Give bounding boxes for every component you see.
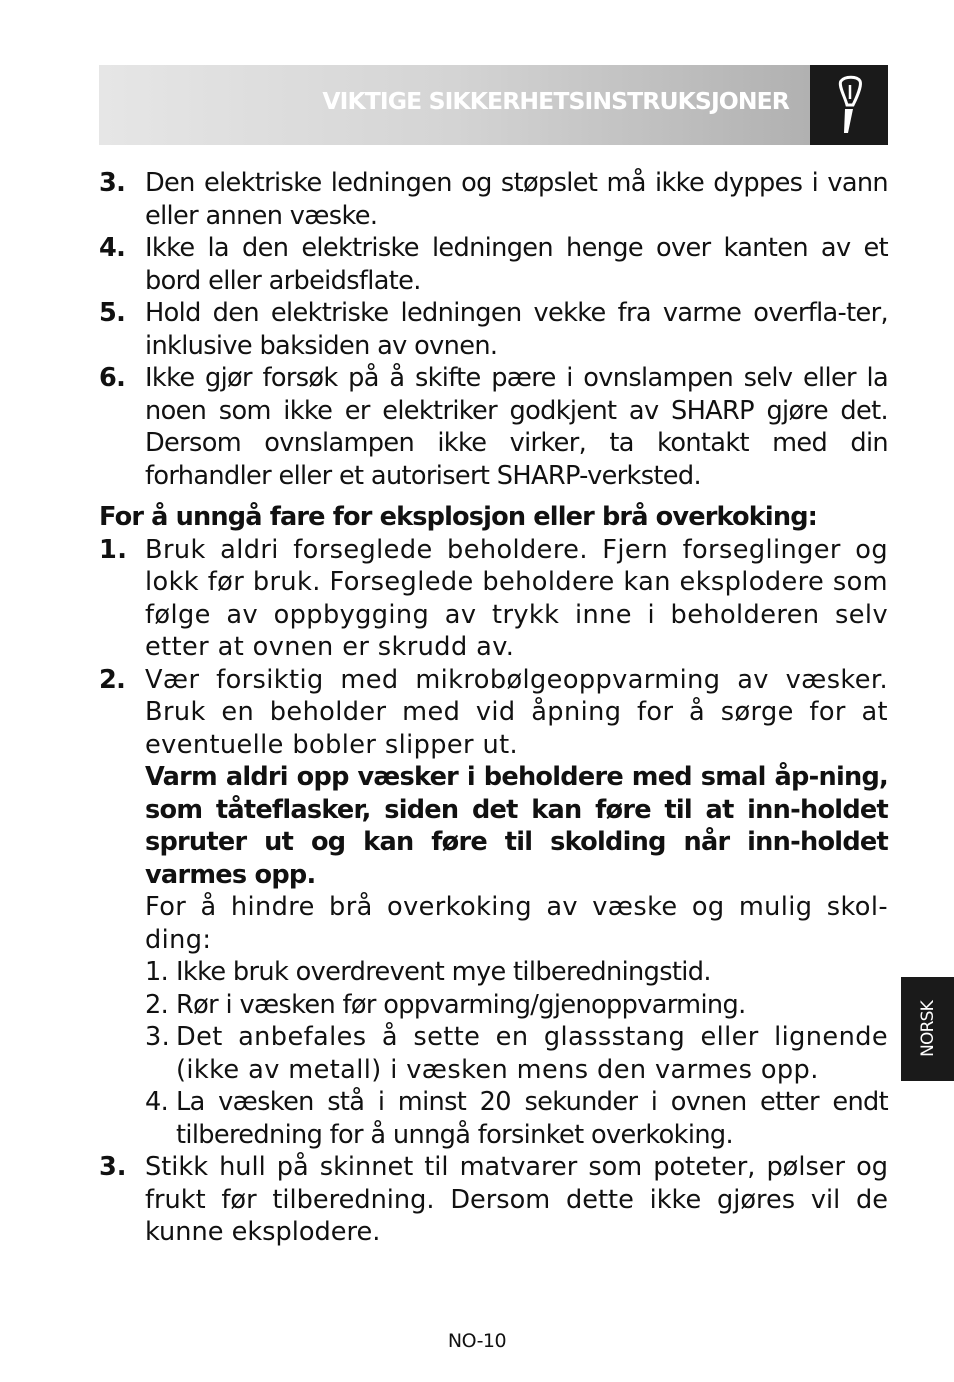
- list-item: [99, 534, 888, 664]
- list-item: [99, 297, 888, 362]
- list-text: Hold den elektriske ledningen vekke fra varme overfla-ter, inklusive baksiden av ovnen.: [145, 298, 888, 361]
- list-text: Bruk aldri forseglede beholdere. Fjern forseglinger og lokk før bruk. Forseglede beholdere kan eksplodere som følge av oppbygging av trykk inne i beholderen selv etter at ovnen er skrudd av.: [145, 534, 888, 662]
- sub-list-item: [145, 1086, 888, 1151]
- section-heading: For å unngå fare for eksplosjon eller brå overkoking:: [99, 502, 818, 532]
- sub-list-item: [145, 956, 888, 989]
- header-title: VIKTIGE SIKKERHETSINSTRUKSJONER: [322, 87, 789, 115]
- list-number: 3.: [99, 1152, 127, 1182]
- list-number: 1.: [99, 534, 128, 565]
- sub-list-number: 4.: [145, 1087, 169, 1117]
- sub-list-text: La væsken stå i minst 20 sekunder i ovnen etter endt tilberedning for å unngå forsinket overkoking.: [176, 1087, 888, 1150]
- language-label: NORSK: [917, 1001, 938, 1057]
- list-number: 5.: [99, 298, 126, 328]
- warning-text: Varm aldri opp væsker i beholdere med smal åp-ning, som tåteflasker, siden det kan føre til at inn-holdet spruter ut og kan føre til skolding når inn-holdet varmes opp.: [145, 762, 888, 890]
- sub-list-item: [145, 1021, 888, 1086]
- list-number: 2.: [99, 664, 126, 695]
- list-number: 3.: [99, 168, 126, 198]
- list-item: [99, 232, 888, 297]
- list-item: [99, 664, 888, 1152]
- list-text: Vær forsiktig med mikrobølgeoppvarming av væsker. Bruk en beholder med vid åpning for å sørge for at eventuelle bobler slipper ut.: [145, 664, 888, 760]
- sub-list-number: 2.: [145, 989, 169, 1020]
- sub-list-item: [145, 989, 888, 1022]
- intro-text: For å hindre brå overkoking av væske og mulig skol-ding:: [145, 892, 888, 955]
- list-item: [99, 362, 888, 492]
- list-number: 4.: [99, 233, 126, 263]
- list-text: Den elektriske ledningen og støpslet må ikke dyppes i vann eller annen væske.: [145, 168, 888, 231]
- list-text: Stikk hull på skinnet til matvarer som poteter, pølser og frukt før tilberedning. Dersom dette ikke gjøres vil de kunne eksplodere.: [145, 1152, 888, 1247]
- sub-list-text: Ikke bruk overdrevent mye tilberedningstid.: [176, 957, 711, 987]
- exclamation-icon: [833, 75, 865, 135]
- section-header: [99, 65, 888, 145]
- sub-list-text: Rør i væsken før oppvarming/gjenoppvarming.: [176, 989, 746, 1020]
- sub-list-number: 1.: [145, 957, 169, 987]
- sub-list-number: 3.: [145, 1022, 171, 1052]
- page-number: NO-10: [447, 1330, 507, 1352]
- language-tab: [901, 977, 954, 1081]
- list-item: [99, 1151, 888, 1249]
- list-item: [99, 167, 888, 232]
- document-body: [99, 167, 888, 1249]
- sub-list-text: Det anbefales å sette en glassstang eller lignende (ikke av metall) i væsken mens den varmes opp.: [176, 1022, 888, 1085]
- list-text: Ikke gjør forsøk på å skifte pære i ovnslampen selv eller la noen som ikke er elektriker godkjent av SHARP gjøre det. Dersom ovnslampen ikke virker, ta kontakt med din forhandler eller et autorisert SHARP-verksted.: [145, 363, 888, 491]
- list-number: 6.: [99, 363, 126, 393]
- header-icon-box: [810, 65, 888, 145]
- list-text: Ikke la den elektriske ledningen henge over kanten av et bord eller arbeidsflate.: [145, 233, 888, 296]
